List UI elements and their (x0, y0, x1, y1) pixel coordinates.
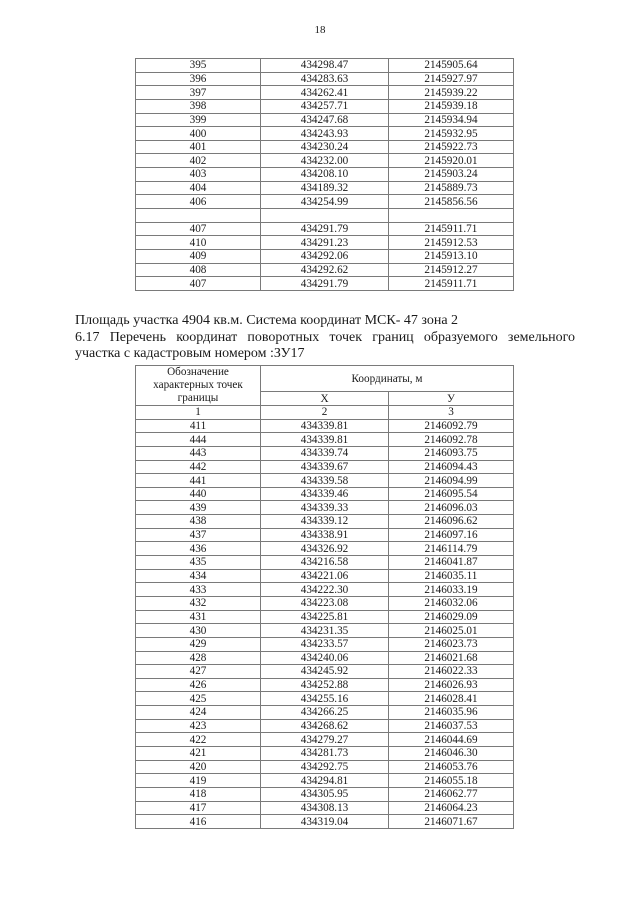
y-coordinate: 2145911.71 (389, 277, 514, 291)
x-coordinate: 434208.10 (261, 168, 389, 182)
x-coordinate (261, 209, 389, 223)
point-number: 427 (136, 665, 261, 679)
y-coordinate: 2145939.18 (389, 99, 514, 113)
table-row (136, 195, 514, 209)
table-row (136, 556, 514, 570)
y-coordinate: 2146033.19 (389, 583, 514, 597)
table-row (136, 760, 514, 774)
table-row (136, 706, 514, 720)
point-number: 398 (136, 99, 261, 113)
table-row (136, 678, 514, 692)
y-coordinate: 2145913.10 (389, 249, 514, 263)
x-coordinate: 434221.06 (261, 569, 389, 583)
x-coordinate: 434254.99 (261, 195, 389, 209)
point-number: 411 (136, 419, 261, 433)
table-row (136, 433, 514, 447)
point-number: 440 (136, 487, 261, 501)
table-row (136, 665, 514, 679)
x-coordinate: 434291.23 (261, 236, 389, 250)
x-coordinate: 434243.93 (261, 127, 389, 141)
x-coordinate: 434308.13 (261, 801, 389, 815)
x-coordinate: 434222.30 (261, 583, 389, 597)
x-coordinate: 434279.27 (261, 733, 389, 747)
y-coordinate: 2146092.78 (389, 433, 514, 447)
point-number: 417 (136, 801, 261, 815)
point-number: 422 (136, 733, 261, 747)
y-coordinate: 2146029.09 (389, 610, 514, 624)
y-coordinate: 2145905.64 (389, 59, 514, 73)
y-coordinate (389, 209, 514, 223)
point-number: 420 (136, 760, 261, 774)
table-row (136, 528, 514, 542)
y-coordinate: 2145934.94 (389, 113, 514, 127)
y-coordinate: 2146094.99 (389, 474, 514, 488)
table-row (136, 419, 514, 433)
table-row (136, 501, 514, 515)
x-coordinate: 434339.67 (261, 460, 389, 474)
area-line: Площадь участка 4904 кв.м. Система координат МСК- 47 зона 2 (75, 313, 459, 328)
table-row (136, 154, 514, 168)
x-coordinate: 434339.58 (261, 474, 389, 488)
point-number: 434 (136, 569, 261, 583)
y-coordinate: 2146096.03 (389, 501, 514, 515)
x-coordinate: 434245.92 (261, 665, 389, 679)
point-number: 402 (136, 154, 261, 168)
table-row (136, 140, 514, 154)
y-coordinate: 2145856.56 (389, 195, 514, 209)
point-number: 418 (136, 787, 261, 801)
point-number: 399 (136, 113, 261, 127)
point-number: 441 (136, 474, 261, 488)
table-row (136, 719, 514, 733)
table-row (136, 263, 514, 277)
point-number: 443 (136, 446, 261, 460)
y-coordinate: 2145911.71 (389, 222, 514, 236)
point-number: 419 (136, 774, 261, 788)
x-coordinate: 434339.46 (261, 487, 389, 501)
y-header: У (389, 392, 514, 406)
x-coordinate: 434257.71 (261, 99, 389, 113)
x-coordinate: 434223.08 (261, 596, 389, 610)
table-row (136, 733, 514, 747)
column-number-3: 3 (389, 406, 514, 420)
point-number: 397 (136, 86, 261, 100)
y-coordinate: 2146095.54 (389, 487, 514, 501)
point-number: 400 (136, 127, 261, 141)
table-row (136, 815, 514, 829)
y-coordinate: 2145932.95 (389, 127, 514, 141)
table-row (136, 610, 514, 624)
point-number: 409 (136, 249, 261, 263)
table-row (136, 583, 514, 597)
y-coordinate: 2146062.77 (389, 787, 514, 801)
y-coordinate: 2146041.87 (389, 556, 514, 570)
coordinates-header: Координаты, м (261, 366, 514, 392)
x-coordinate: 434319.04 (261, 815, 389, 829)
table-row (136, 596, 514, 610)
x-header: X (261, 392, 389, 406)
y-coordinate: 2145889.73 (389, 181, 514, 195)
table-row (136, 542, 514, 556)
x-coordinate: 434225.81 (261, 610, 389, 624)
y-coordinate: 2146114.79 (389, 542, 514, 556)
x-coordinate: 434292.75 (261, 760, 389, 774)
x-coordinate: 434292.06 (261, 249, 389, 263)
point-number: 438 (136, 515, 261, 529)
x-coordinate: 434291.79 (261, 277, 389, 291)
table-row (136, 624, 514, 638)
table-row (136, 446, 514, 460)
table-row (136, 774, 514, 788)
y-coordinate: 2146094.43 (389, 460, 514, 474)
table2-body (136, 419, 514, 828)
table-row (136, 127, 514, 141)
x-coordinate: 434339.74 (261, 446, 389, 460)
x-coordinate: 434232.00 (261, 154, 389, 168)
table-row (136, 487, 514, 501)
point-number: 428 (136, 651, 261, 665)
column-number-2: 2 (261, 406, 389, 420)
point-number: 416 (136, 815, 261, 829)
table-row (136, 747, 514, 761)
x-coordinate: 434266.25 (261, 706, 389, 720)
point-number: 426 (136, 678, 261, 692)
x-coordinate: 434292.62 (261, 263, 389, 277)
y-coordinate: 2146064.23 (389, 801, 514, 815)
x-coordinate: 434339.33 (261, 501, 389, 515)
y-coordinate: 2146032.06 (389, 596, 514, 610)
y-coordinate: 2146037.53 (389, 719, 514, 733)
table-row (136, 801, 514, 815)
x-coordinate: 434281.73 (261, 747, 389, 761)
section-title: 6.17 Перечень координат поворотных точек границ образуемого земельного участка с кадастровым номером :ЗУ17 (75, 330, 575, 361)
table-row (136, 209, 514, 223)
x-coordinate: 434216.58 (261, 556, 389, 570)
y-coordinate: 2146028.41 (389, 692, 514, 706)
y-coordinate: 2146021.68 (389, 651, 514, 665)
point-number (136, 209, 261, 223)
x-coordinate: 434252.88 (261, 678, 389, 692)
table-row (136, 99, 514, 113)
y-coordinate: 2146093.75 (389, 446, 514, 460)
column-number-1: 1 (136, 406, 261, 420)
point-number: 407 (136, 222, 261, 236)
table-row (136, 569, 514, 583)
table-row (136, 59, 514, 73)
table2-header (136, 366, 514, 420)
y-coordinate: 2146044.69 (389, 733, 514, 747)
point-number: 429 (136, 637, 261, 651)
x-coordinate: 434230.24 (261, 140, 389, 154)
y-coordinate: 2146092.79 (389, 419, 514, 433)
point-number: 433 (136, 583, 261, 597)
point-number: 404 (136, 181, 261, 195)
table-row (136, 460, 514, 474)
coordinates-table (135, 365, 514, 829)
point-number: 403 (136, 168, 261, 182)
point-number: 431 (136, 610, 261, 624)
table-row (136, 515, 514, 529)
x-coordinate: 434339.81 (261, 419, 389, 433)
point-number: 435 (136, 556, 261, 570)
point-number: 410 (136, 236, 261, 250)
y-coordinate: 2146023.73 (389, 637, 514, 651)
point-number: 437 (136, 528, 261, 542)
point-number: 407 (136, 277, 261, 291)
table-row (136, 692, 514, 706)
table-row (136, 249, 514, 263)
y-coordinate: 2145912.53 (389, 236, 514, 250)
y-coordinate: 2146026.93 (389, 678, 514, 692)
page-number: 18 (314, 24, 326, 36)
x-coordinate: 434240.06 (261, 651, 389, 665)
coordinates-table-continued (135, 58, 514, 291)
x-coordinate: 434268.62 (261, 719, 389, 733)
point-number: 444 (136, 433, 261, 447)
point-number: 395 (136, 59, 261, 73)
y-coordinate: 2146046.30 (389, 747, 514, 761)
point-number: 408 (136, 263, 261, 277)
table-row (136, 277, 514, 291)
x-coordinate: 434339.81 (261, 433, 389, 447)
y-coordinate: 2145939.22 (389, 86, 514, 100)
y-coordinate: 2146035.96 (389, 706, 514, 720)
x-coordinate: 434255.16 (261, 692, 389, 706)
y-coordinate: 2146035.11 (389, 569, 514, 583)
y-coordinate: 2145920.01 (389, 154, 514, 168)
table-row (136, 222, 514, 236)
designation-header: Обозначение характерных точек границы (136, 366, 261, 406)
y-coordinate: 2146097.16 (389, 528, 514, 542)
point-number: 430 (136, 624, 261, 638)
point-number: 439 (136, 501, 261, 515)
table-row (136, 168, 514, 182)
x-coordinate: 434231.35 (261, 624, 389, 638)
y-coordinate: 2146022.33 (389, 665, 514, 679)
point-number: 442 (136, 460, 261, 474)
table-row (136, 181, 514, 195)
x-coordinate: 434283.63 (261, 72, 389, 86)
table1-body (136, 59, 514, 291)
table-row (136, 651, 514, 665)
y-coordinate: 2146071.67 (389, 815, 514, 829)
point-number: 406 (136, 195, 261, 209)
table-row (136, 787, 514, 801)
point-number: 436 (136, 542, 261, 556)
point-number: 401 (136, 140, 261, 154)
x-coordinate: 434339.12 (261, 515, 389, 529)
y-coordinate: 2145903.24 (389, 168, 514, 182)
x-coordinate: 434338.91 (261, 528, 389, 542)
y-coordinate: 2146096.62 (389, 515, 514, 529)
x-coordinate: 434294.81 (261, 774, 389, 788)
point-number: 421 (136, 747, 261, 761)
x-coordinate: 434189.32 (261, 181, 389, 195)
y-coordinate: 2146025.01 (389, 624, 514, 638)
point-number: 423 (136, 719, 261, 733)
point-number: 432 (136, 596, 261, 610)
table-row (136, 86, 514, 100)
y-coordinate: 2146055.18 (389, 774, 514, 788)
x-coordinate: 434305.95 (261, 787, 389, 801)
point-number: 396 (136, 72, 261, 86)
table-row (136, 72, 514, 86)
x-coordinate: 434326.92 (261, 542, 389, 556)
point-number: 425 (136, 692, 261, 706)
y-coordinate: 2145922.73 (389, 140, 514, 154)
y-coordinate: 2145927.97 (389, 72, 514, 86)
x-coordinate: 434247.68 (261, 113, 389, 127)
y-coordinate: 2146053.76 (389, 760, 514, 774)
x-coordinate: 434291.79 (261, 222, 389, 236)
table-row (136, 474, 514, 488)
table-row (136, 113, 514, 127)
point-number: 424 (136, 706, 261, 720)
table-row (136, 236, 514, 250)
table-row (136, 637, 514, 651)
x-coordinate: 434298.47 (261, 59, 389, 73)
y-coordinate: 2145912.27 (389, 263, 514, 277)
x-coordinate: 434233.57 (261, 637, 389, 651)
x-coordinate: 434262.41 (261, 86, 389, 100)
